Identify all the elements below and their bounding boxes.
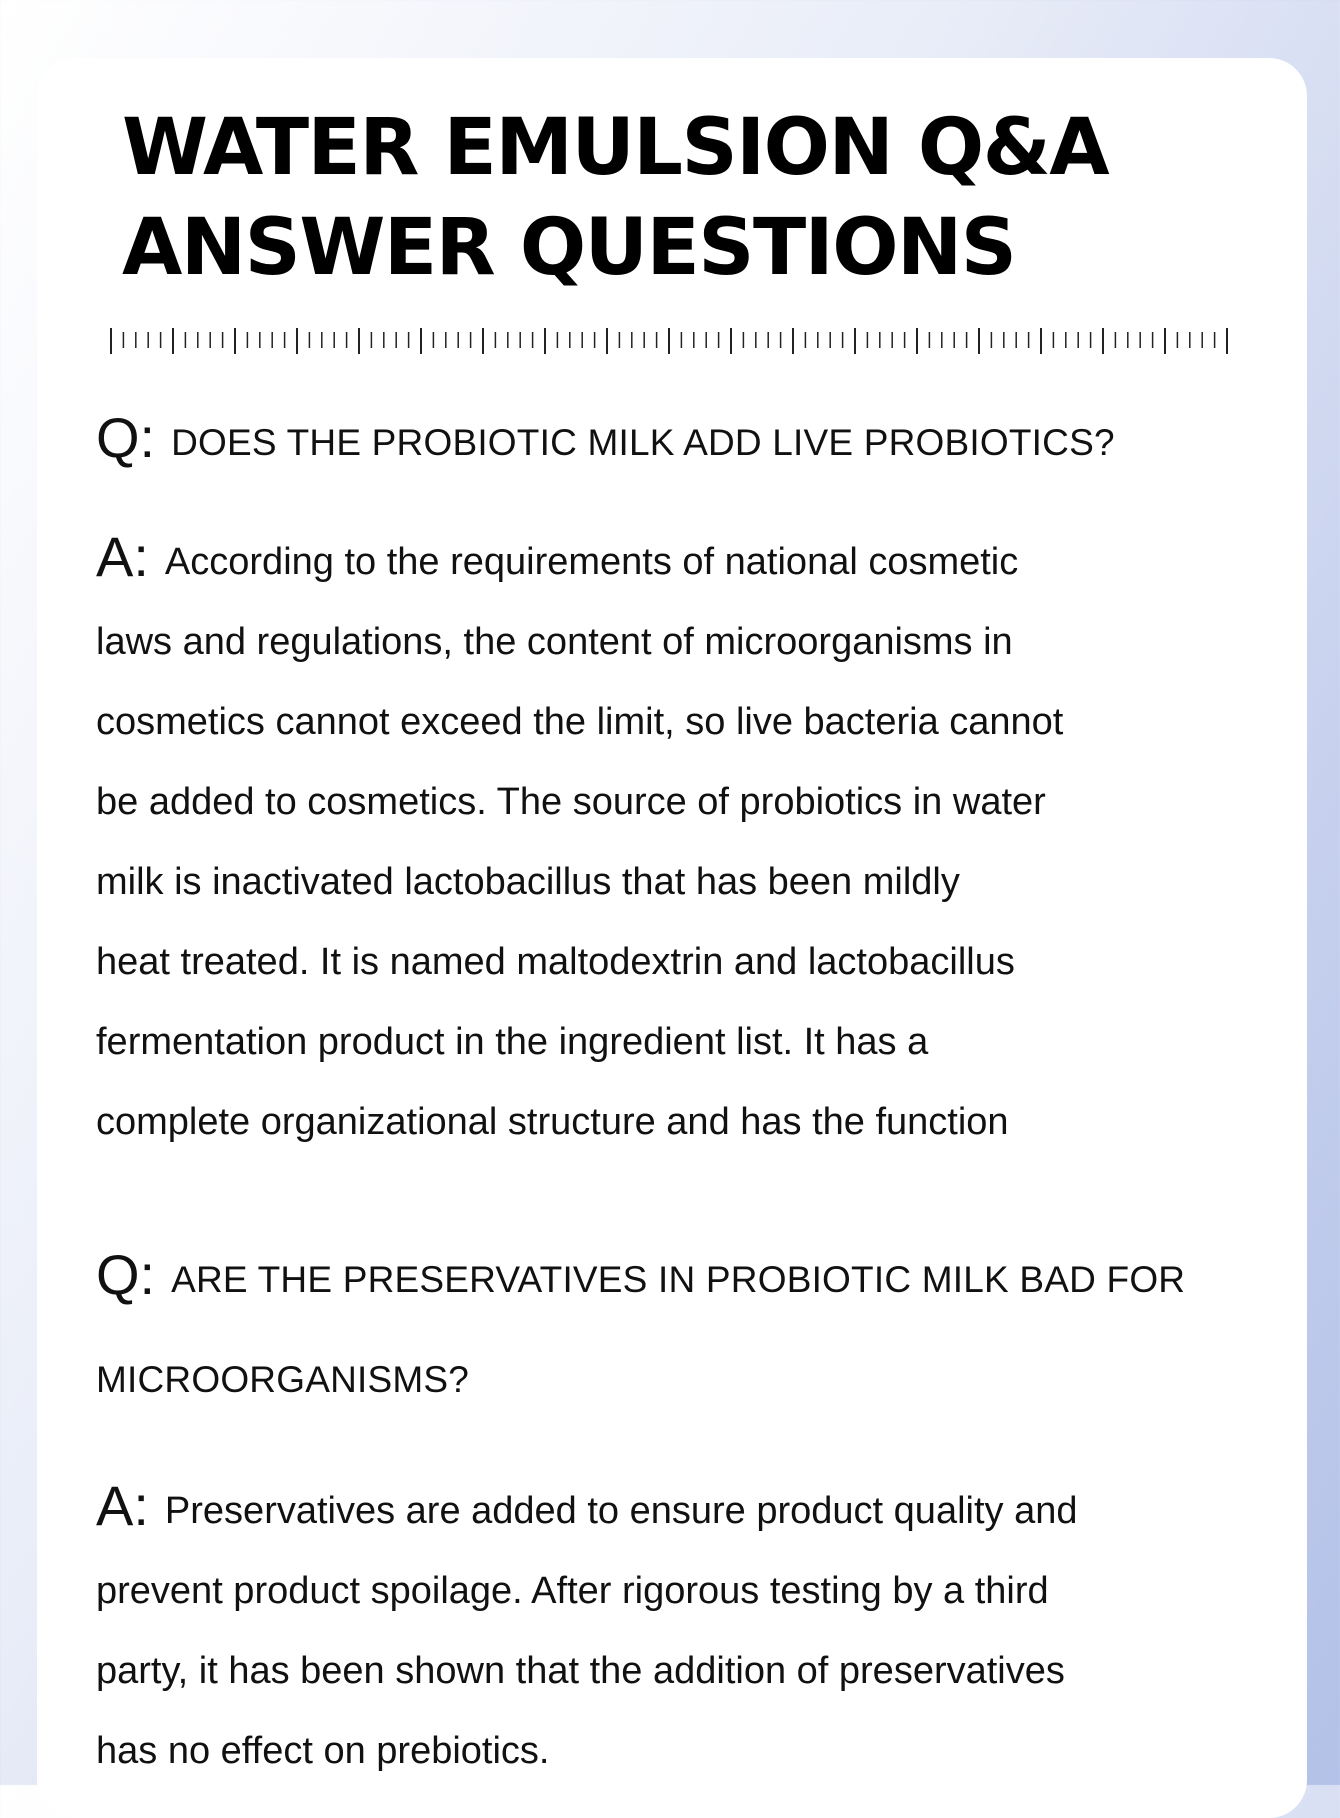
title-line-2: ANSWER QUESTIONS	[122, 203, 1016, 293]
question-mark-label: Q:	[96, 406, 156, 469]
ruler-divider	[110, 326, 1228, 356]
qa-item-1	[96, 398, 1256, 1162]
question-1	[96, 398, 1256, 483]
qa-item-2	[96, 1225, 1256, 1791]
question-text: ARE THE PRESERVATIVES IN PROBIOTIC MILK BAD FOR	[171, 1259, 1186, 1300]
answer-line: be added to cosmetics. The source of probiotics in water	[96, 781, 1046, 823]
answer-line: heat treated. It is named maltodextrin and lactobacillus	[96, 941, 1015, 983]
answer-1	[96, 517, 1256, 1162]
answer-2	[96, 1466, 1256, 1791]
answer-text: According to the requirements of national cosmetic	[164, 541, 1019, 583]
question-mark-label: Q:	[96, 1243, 156, 1306]
page-title	[122, 98, 1108, 298]
answer-line	[96, 1466, 1256, 1551]
answer-text: Preservatives are added to ensure product quality and	[164, 1490, 1078, 1532]
question-text: DOES THE PROBIOTIC MILK ADD LIVE PROBIOTICS?	[171, 422, 1115, 463]
answer-line: has no effect on prebiotics.	[96, 1730, 550, 1772]
answer-line: prevent product spoilage. After rigorous testing by a third	[96, 1570, 1049, 1612]
answer-line: milk is inactivated lactobacillus that has been mildly	[96, 861, 960, 903]
answer-line: fermentation product in the ingredient list. It has a	[96, 1021, 929, 1063]
title-line-1: WATER EMULSION Q&A	[122, 103, 1109, 193]
answer-line: laws and regulations, the content of microorganisms in	[96, 621, 1013, 663]
question-text: MICROORGANISMS?	[96, 1359, 470, 1400]
question-2	[96, 1225, 1256, 1330]
answer-line: cosmetics cannot exceed the limit, so live bacteria cannot	[96, 701, 1064, 743]
question-2-continued	[96, 1330, 1256, 1430]
answer-line	[96, 517, 1256, 602]
answer-mark-label: A:	[96, 525, 149, 588]
answer-line: complete organizational structure and has the function	[96, 1101, 1009, 1143]
answer-line: party, it has been shown that the addition of preservatives	[96, 1650, 1065, 1692]
answer-mark-label: A:	[96, 1474, 149, 1537]
